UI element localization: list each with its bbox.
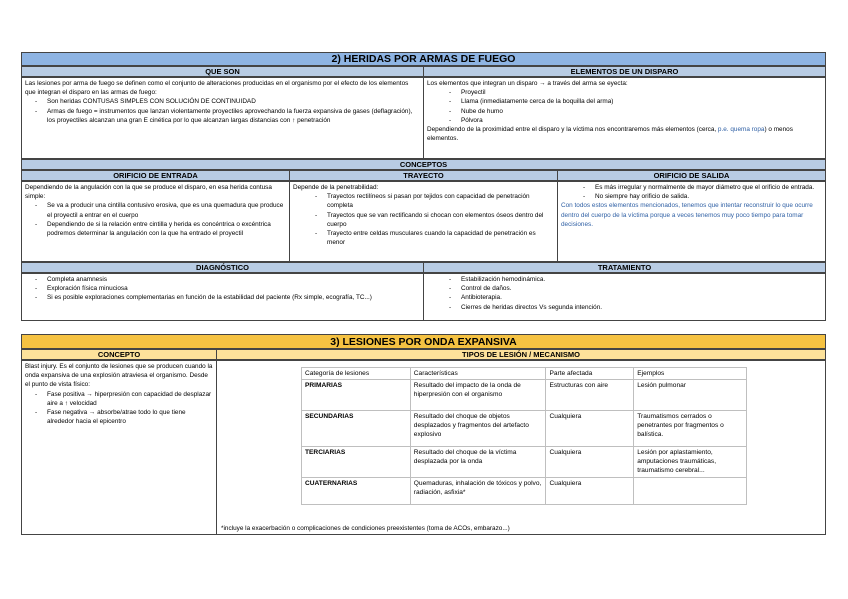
list-item: - Control de daños.: [427, 284, 822, 293]
elementos-content: [423, 77, 826, 159]
list-item: - Es más irregular y normalmente de mayor diámetro que el orificio de entrada.: [561, 183, 822, 192]
section-3-title: 3) LESIONES POR ONDA EXPANSIVA: [21, 334, 826, 349]
elementos-header: ELEMENTOS DE UN DISPARO: [423, 66, 826, 77]
orificio-salida-header: ORIFICIO DE SALIDA: [557, 170, 826, 181]
table-cell: PRIMARIAS: [302, 380, 411, 411]
list-item: - Si es posible exploraciones complementarias en función de la estabilidad del paciente (Rx simple, ecografía, TC...): [25, 293, 420, 302]
list-item: - Dependiendo de si la relación entre cintilla y herida es concéntrica o excéntrica podremos determinar la angulación con la que ha entrado el proyectil: [25, 220, 286, 238]
orificio-salida-content: [557, 181, 826, 262]
table-cell: Resultado del choque de objetos desplazados y fragmentos del artefacto explosivo: [410, 411, 546, 447]
tipos-content: [216, 360, 826, 535]
list-item: - Antibioterapia.: [427, 293, 822, 302]
table-cell: Estructuras con aire: [546, 380, 634, 411]
list-item: - Fase negativa → absorbe/atrae todo lo que tiene alrededor hacia el epicentro: [25, 408, 213, 426]
table-row: [302, 380, 747, 411]
table-cell: SECUNDARIAS: [302, 411, 411, 447]
table-cell: Cualquiera: [546, 411, 634, 447]
table-row: [302, 447, 747, 478]
entrada-intro: Dependiendo de la angulación con la que se produce el disparo, en esa herida contusa simple:: [25, 184, 272, 201]
table-cell: CUATERNARIAS: [302, 478, 411, 505]
tipos-header: TIPOS DE LESIÓN / MECANISMO: [216, 349, 826, 360]
list-item: - Pólvora: [427, 116, 822, 125]
list-item: - Armas de fuego = instrumentos que lanzan violentamente proyectiles aprovechando la fuerza expansiva de gases (deflagración), los proyectiles alcanzan una gran E cinética por lo que alcanzan largas distancias con ↑ penetración: [25, 107, 420, 125]
concepto-intro: Blast injury. Es el conjunto de lesiones que se producen cuando la onda expansiva de una explosión atraviesa el organismo. Desde el punto de vista físico:: [25, 363, 213, 389]
list-item: - No siempre hay orificio de salida.: [561, 192, 822, 201]
table-cell: Lesión pulmonar: [634, 380, 747, 411]
list-item: - Estabilización hemodinámica.: [427, 275, 822, 284]
table-cell: Quemaduras, inhalación de tóxicos y polvo, radiación, asfixia*: [410, 478, 546, 505]
trayecto-content: [289, 181, 558, 262]
diagnostico-content: [21, 273, 424, 321]
table-cell: Cualquiera: [546, 447, 634, 478]
table-cell: Resultado del impacto de la onda de hiperpresión con el organismo: [410, 380, 546, 411]
list-item: - Cierres de heridas directos Vs segunda intención.: [427, 303, 822, 312]
elementos-note: Dependiendo de la proximidad entre el disparo y la víctima nos encontraremos más elementos (cerca, p.e. quema ropa) o menos elementos.: [427, 126, 793, 143]
que-son-intro: Las lesiones por arma de fuego se definen como el conjunto de alteraciones producidas en el organismo por el efecto de los elementos que integran el disparo en las armas de fuego:: [25, 80, 409, 97]
tipos-table: [301, 367, 747, 505]
list-item: - Fase positiva → hiperpresión con capacidad de desplazar aire a ↑ velocidad: [25, 390, 213, 408]
table-row: [302, 478, 747, 505]
table-row: [302, 411, 747, 447]
concepto-header: CONCEPTO: [21, 349, 217, 360]
trayecto-intro: Depende de la penetrabilidad:: [293, 184, 379, 191]
table-header-row: [302, 368, 747, 380]
column-header: Ejemplos: [634, 368, 747, 380]
diagnostico-header: DIAGNÓSTICO: [21, 262, 424, 273]
list-item: - Llama (inmediatamente cerca de la boquilla del arma): [427, 97, 822, 106]
table-cell: Cualquiera: [546, 478, 634, 505]
table-cell: Traumatismos cerrados o penetrantes por fragmentos o balística.: [634, 411, 747, 447]
list-item: - Trayectos rectilíneos si pasan por tejidos con capacidad de penetración completa: [293, 192, 554, 210]
list-item: - Se va a producir una cintilla contusivo erosiva, que es una quemadura que produce el proyectil a entrar en el cuerpo: [25, 201, 286, 219]
section-2-title: 2) HERIDAS POR ARMAS DE FUEGO: [21, 52, 826, 66]
que-son-content: [21, 77, 424, 159]
list-item: - Trayectos que se van rectificando si chocan con elementos óseos dentro del cuerpo: [293, 211, 554, 229]
table-cell: Lesión por aplastamiento, amputaciones traumáticas, traumatismo cerebral...: [634, 447, 747, 478]
column-header: Categoría de lesiones: [302, 368, 411, 380]
list-item: - Completa anamnesis: [25, 275, 420, 284]
column-header: Características: [410, 368, 546, 380]
column-header: Parte afectada: [546, 368, 634, 380]
table-cell: Resultado del choque de la víctima desplazada por la onda: [410, 447, 546, 478]
list-item: - Son heridas CONTUSAS SIMPLES CON SOLUCIÓN DE CONTINUIDAD: [25, 97, 420, 106]
table-cell: TERCIARIAS: [302, 447, 411, 478]
tratamiento-content: [423, 273, 826, 321]
orificio-entrada-header: ORIFICIO DE ENTRADA: [21, 170, 290, 181]
elementos-intro: Los elementos que integran un disparo → a través del arma se eyecta:: [427, 80, 628, 87]
tipos-footnote: *incluye la exacerbación o complicaciones de condiciones preexistentes (toma de ACOs, embarazo...): [221, 525, 510, 532]
table-cell: [634, 478, 747, 505]
list-item: - Exploración física minuciosa: [25, 284, 420, 293]
tratamiento-header: TRATAMIENTO: [423, 262, 826, 273]
orificio-entrada-content: [21, 181, 290, 262]
salida-note: Con todos estos elementos mencionados, tenemos que intentar reconstruir lo que ocurre dentro del cuerpo de la víctima porque a veces tenemos muy poco tiempo para tomar decisiones.: [561, 202, 813, 228]
list-item: - Trayecto entre celdas musculares cuando la capacidad de penetración es menor: [293, 229, 554, 247]
list-item: - Proyectil: [427, 88, 822, 97]
que-son-header: QUE SON: [21, 66, 424, 77]
list-item: - Nube de humo: [427, 107, 822, 116]
concepto-content: [21, 360, 217, 535]
conceptos-header: CONCEPTOS: [21, 159, 826, 170]
trayecto-header: TRAYECTO: [289, 170, 558, 181]
